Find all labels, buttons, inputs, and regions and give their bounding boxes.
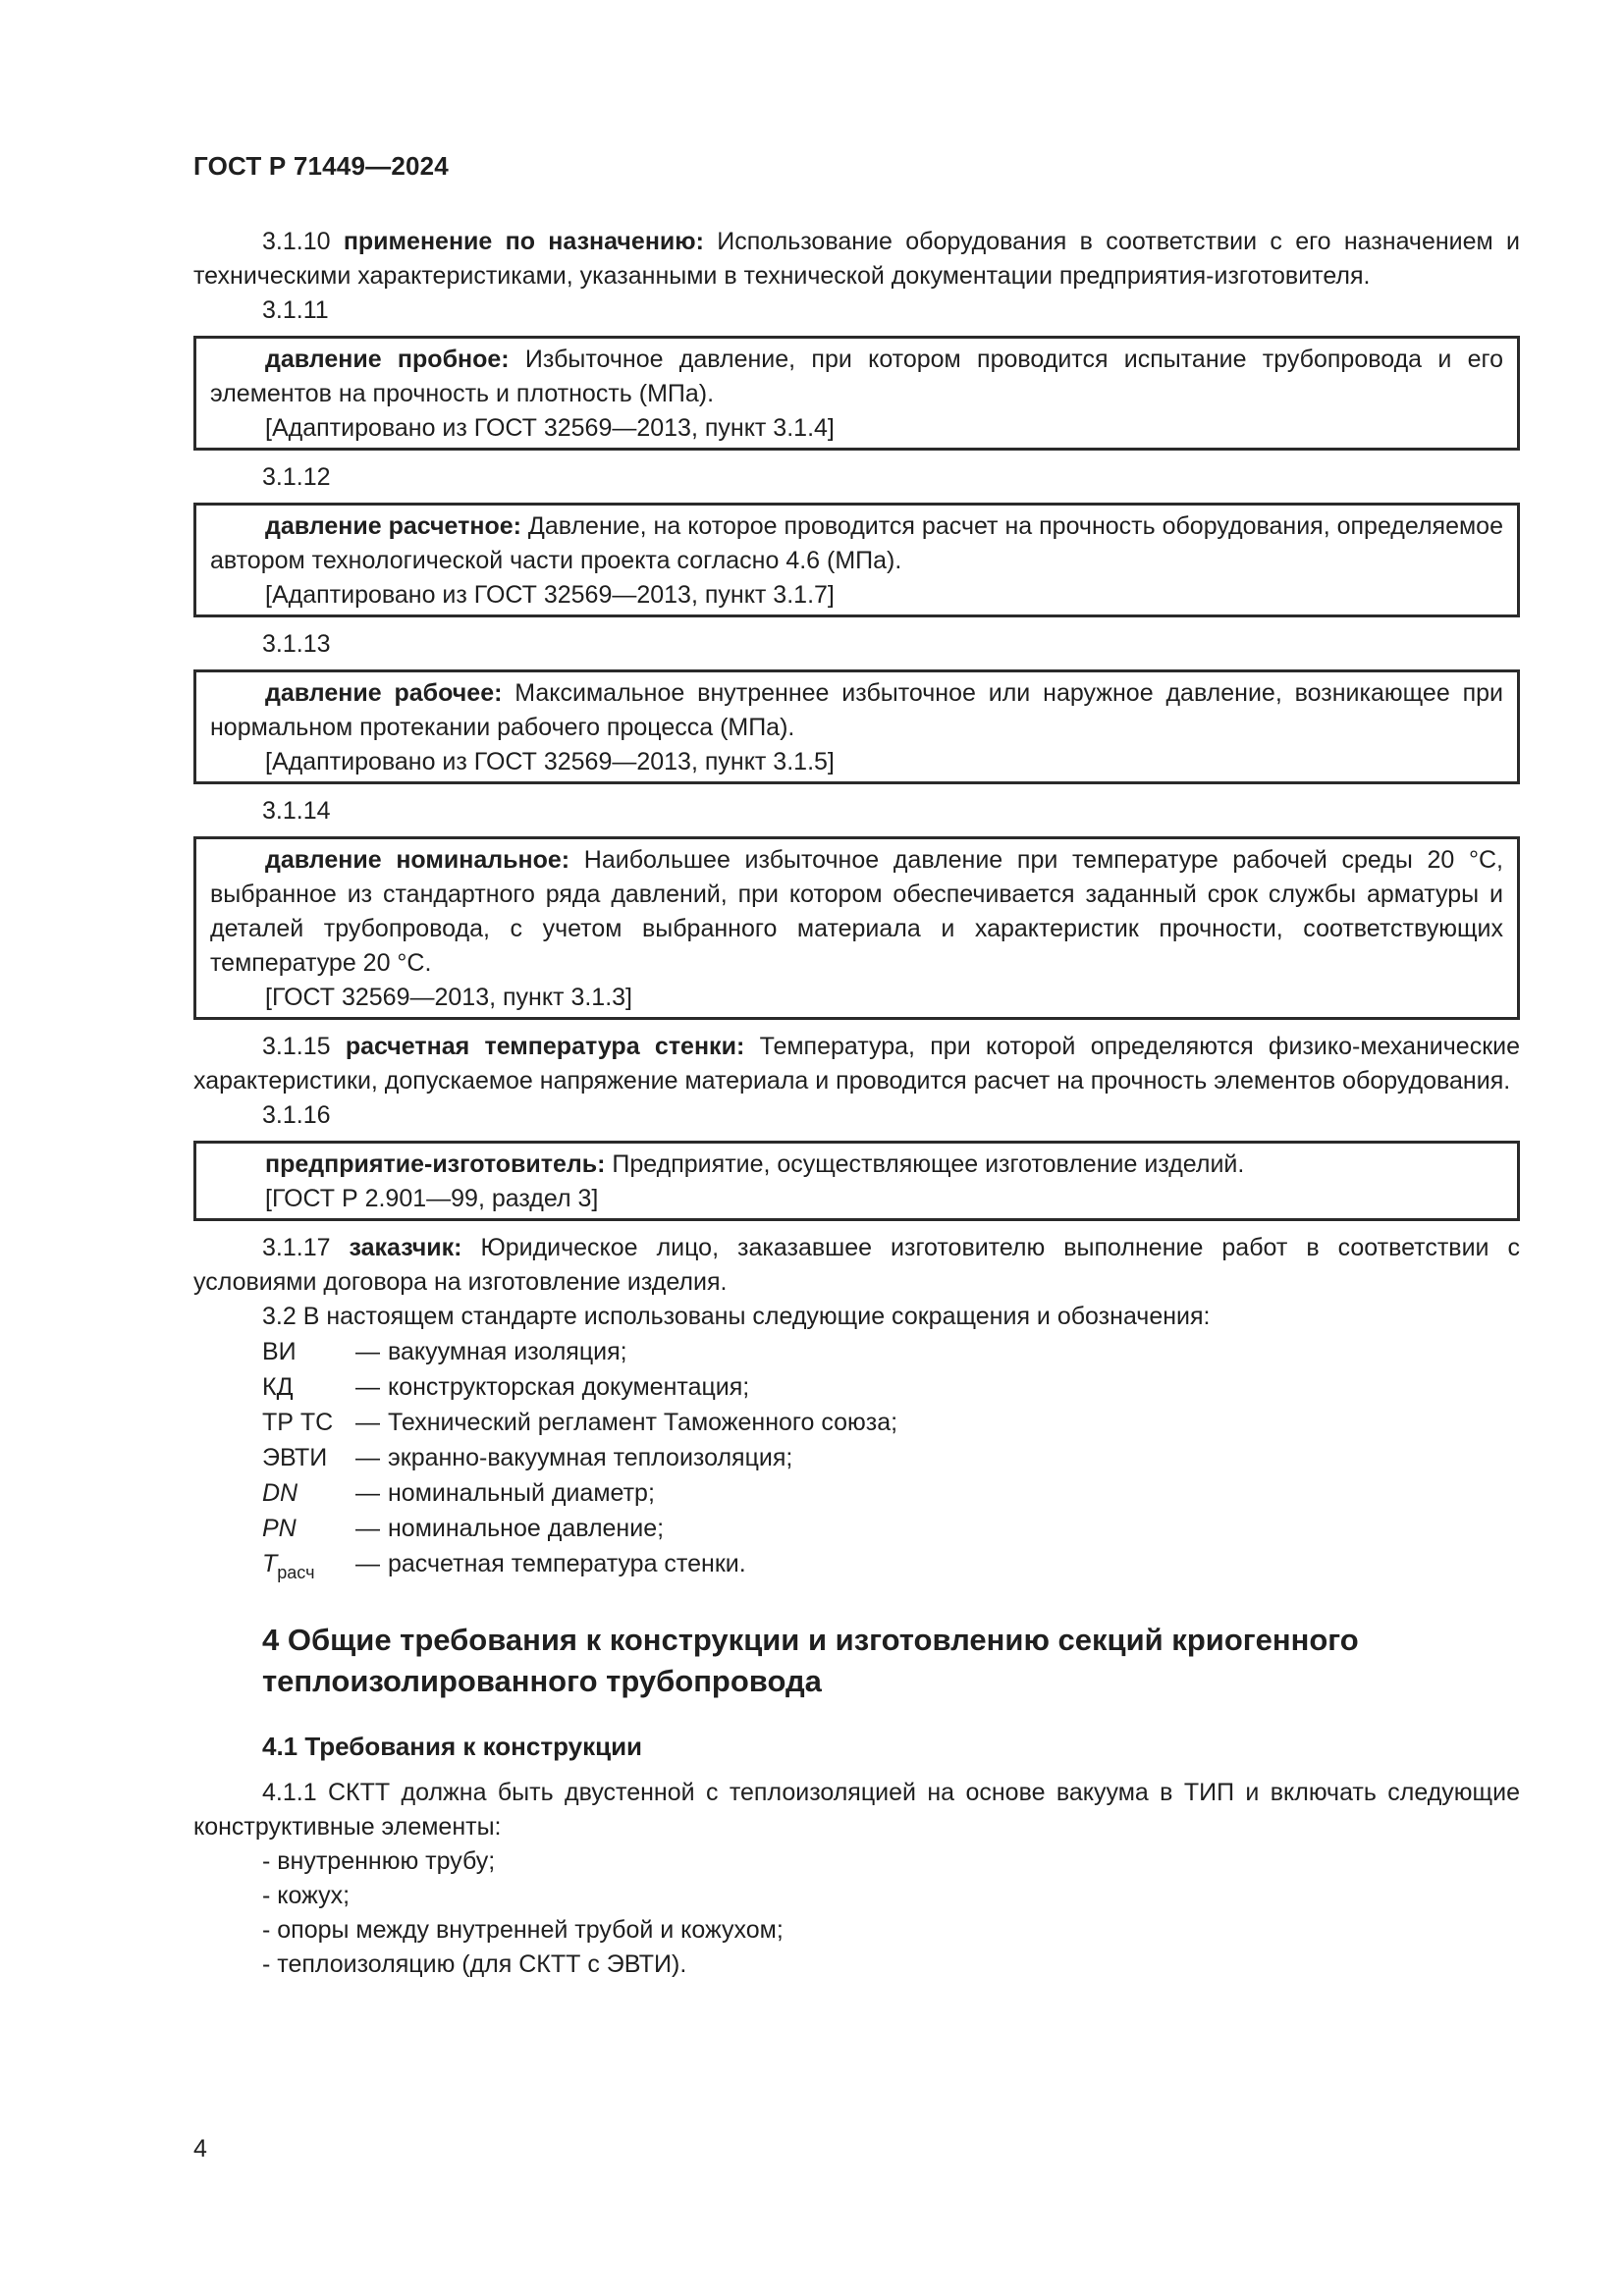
abbreviation-key: КД bbox=[262, 1373, 294, 1401]
definition-text: Давление, на которое проводится расчет на прочность оборудования, определяемое автором технологической части проекта согласно 4.6 (МПа). bbox=[210, 512, 1503, 574]
clause-number-3-1-16: 3.1.16 bbox=[262, 1101, 331, 1129]
definition-text: Температура, при которой определяются физико-механические характеристики, допускаемое напряжение материала и проводится расчет на прочность элементов оборудования. bbox=[193, 1033, 1520, 1095]
abbreviation-row bbox=[262, 1511, 897, 1546]
abbreviation-row bbox=[262, 1475, 897, 1511]
definition-text: Предприятие, осуществляющее изготовление изделий. bbox=[605, 1150, 1245, 1178]
definition-text: Юридическое лицо, заказавшее изготовителю выполнение работ в соответствии с условиями договора на изготовление изделия. bbox=[193, 1234, 1521, 1296]
abbreviation-row bbox=[262, 1369, 897, 1405]
clause-3-1-10 bbox=[193, 225, 1520, 294]
definition-text: Максимальное внутреннее избыточное или наружное давление, возникающее при нормальном протекании рабочего процесса (МПа). bbox=[210, 679, 1503, 741]
clause-3-1-15 bbox=[193, 1030, 1520, 1098]
subsection-4-1-title: 4.1 Требования к конструкции bbox=[262, 1732, 643, 1761]
dash: — bbox=[355, 1515, 380, 1542]
dash: — bbox=[355, 1373, 380, 1401]
definition-box-3-1-13 bbox=[193, 669, 1520, 784]
term: предприятие-изготовитель: bbox=[265, 1150, 606, 1178]
term: давление рабочее: bbox=[265, 679, 503, 707]
clause-3-1-17 bbox=[193, 1231, 1520, 1300]
abbreviation-key: PN bbox=[262, 1515, 297, 1542]
definition bbox=[210, 509, 1503, 578]
abbreviation-row bbox=[262, 1405, 897, 1440]
clause-number: 3.1.10 bbox=[262, 228, 331, 255]
source-reference: [Адаптировано из ГОСТ 32569—2013, пункт 3.1.4] bbox=[265, 414, 835, 442]
clause-number-3-1-13: 3.1.13 bbox=[262, 630, 331, 658]
term: давление пробное: bbox=[265, 346, 510, 373]
abbreviation-row bbox=[262, 1546, 897, 1590]
clause-number-3-1-11: 3.1.11 bbox=[262, 296, 329, 324]
document-header: ГОСТ Р 71449—2024 bbox=[193, 151, 449, 181]
abbreviation-desc: экранно-вакуумная теплоизоляция; bbox=[388, 1444, 793, 1471]
definition-text: Наибольшее избыточное давление при температуре рабочей среды 20 °С, выбранное из стандартного ряда давлений, при котором обеспечивается заданный срок службы арматуры и деталей трубопровода, с учетом выбранного материала и характеристик прочности, соответствующих температуре 20 °С. bbox=[210, 846, 1503, 977]
definition bbox=[210, 843, 1503, 981]
source-reference: [ГОСТ 32569—2013, пункт 3.1.3] bbox=[265, 984, 632, 1011]
clause-number: 3.1.17 bbox=[262, 1234, 331, 1261]
list-item: - кожух; bbox=[262, 1882, 351, 1909]
abbreviation-desc: номинальное давление; bbox=[388, 1515, 665, 1542]
term: давление номинальное: bbox=[265, 846, 570, 874]
definition-box-3-1-11 bbox=[193, 336, 1520, 451]
clause-number-3-1-12: 3.1.12 bbox=[262, 463, 331, 491]
list-item: - теплоизоляцию (для СКТТ с ЭВТИ). bbox=[262, 1950, 687, 1978]
definition-text: Использование оборудования в соответствии с его назначением и техническими характеристиками, указанными в технической документации предприятия-изготовителя. bbox=[193, 228, 1520, 290]
dash: — bbox=[355, 1444, 380, 1471]
abbreviation-key: DN bbox=[262, 1479, 298, 1507]
clause-number-3-1-14: 3.1.14 bbox=[262, 797, 331, 825]
term: давление расчетное: bbox=[265, 512, 521, 540]
abbreviation-key bbox=[262, 1546, 355, 1590]
term: применение по назначению: bbox=[343, 228, 704, 255]
abbreviation-desc: вакуумная изоляция; bbox=[388, 1338, 627, 1365]
definition bbox=[210, 343, 1503, 411]
term: расчетная температура стенки: bbox=[345, 1033, 745, 1060]
dash: — bbox=[355, 1409, 380, 1436]
symbol-main: T bbox=[262, 1550, 278, 1577]
symbol-subscript: расч bbox=[277, 1563, 315, 1582]
clause-4-1-1: 4.1.1 СКТТ должна быть двустенной с теплоизоляцией на основе вакуума в ТИП и включать следующие конструктивные элементы: bbox=[193, 1779, 1520, 1841]
abbreviation-key: ВИ bbox=[262, 1338, 297, 1365]
abbreviations-table bbox=[262, 1334, 897, 1590]
term: заказчик: bbox=[349, 1234, 462, 1261]
definition bbox=[210, 676, 1503, 745]
list-item: - внутреннюю трубу; bbox=[262, 1847, 496, 1875]
abbreviation-key: ЭВТИ bbox=[262, 1444, 328, 1471]
abbreviation-row bbox=[262, 1440, 897, 1475]
definition bbox=[210, 1148, 1503, 1182]
definition-box-3-1-14 bbox=[193, 836, 1520, 1020]
definition-box-3-1-16 bbox=[193, 1141, 1520, 1221]
page-number: 4 bbox=[193, 2135, 207, 2163]
source-reference: [Адаптировано из ГОСТ 32569—2013, пункт 3.1.5] bbox=[265, 748, 835, 775]
dash: — bbox=[355, 1479, 380, 1507]
dash: — bbox=[355, 1550, 380, 1577]
clause-number: 3.1.15 bbox=[262, 1033, 331, 1060]
section-4-title: 4 Общие требования к конструкции и изготовлению секций криогенного теплоизолированного трубопровода bbox=[262, 1623, 1359, 1698]
abbreviation-desc: номинальный диаметр; bbox=[388, 1479, 655, 1507]
source-reference: [ГОСТ Р 2.901—99, раздел 3] bbox=[265, 1185, 599, 1212]
list-item: - опоры между внутренней трубой и кожухом; bbox=[262, 1916, 784, 1944]
abbreviation-desc: Технический регламент Таможенного союза; bbox=[388, 1409, 898, 1436]
page-body bbox=[193, 225, 1520, 1982]
abbreviation-desc: конструкторская документация; bbox=[388, 1373, 750, 1401]
clause-3-2: 3.2 В настоящем стандарте использованы следующие сокращения и обозначения: bbox=[262, 1303, 1211, 1330]
dash: — bbox=[355, 1338, 380, 1365]
abbreviation-desc: расчетная температура стенки. bbox=[388, 1550, 746, 1577]
abbreviation-key: ТР ТС bbox=[262, 1409, 334, 1436]
definition-box-3-1-12 bbox=[193, 503, 1520, 617]
abbreviation-row bbox=[262, 1334, 897, 1369]
definition-text: Избыточное давление, при котором проводится испытание трубопровода и его элементов на прочность и плотность (МПа). bbox=[210, 346, 1503, 407]
source-reference: [Адаптировано из ГОСТ 32569—2013, пункт 3.1.7] bbox=[265, 581, 835, 609]
